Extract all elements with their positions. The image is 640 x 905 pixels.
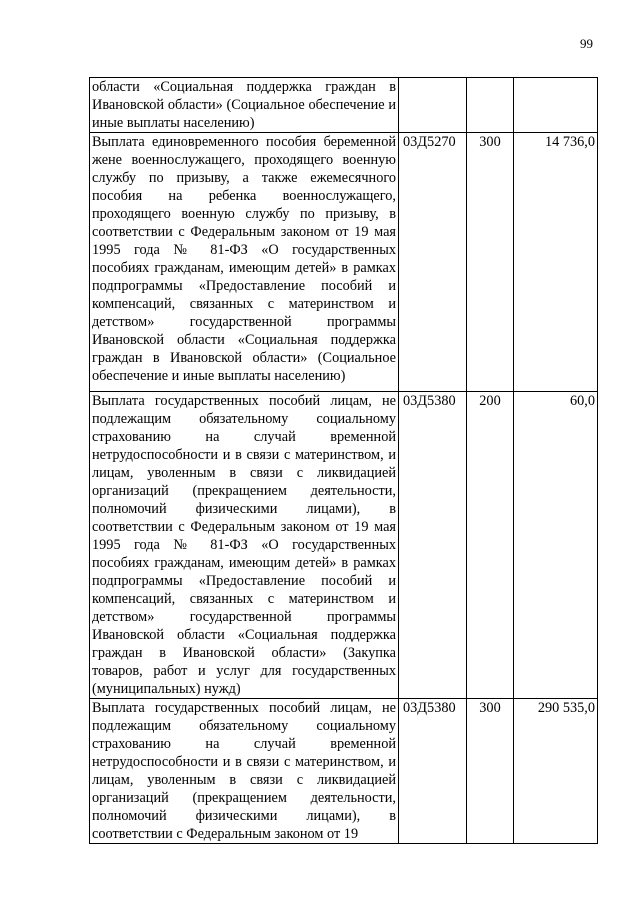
row-type-cell: 300: [467, 699, 514, 844]
row-code-cell: [399, 78, 467, 133]
row-code-cell: 03Д5380: [399, 699, 467, 844]
row-code-cell: 03Д5380: [399, 392, 467, 699]
table-row: [90, 78, 598, 133]
row-name-cell: [90, 392, 399, 699]
budget-table: [89, 77, 598, 844]
row-name: области «Социальная поддержка граждан в Ивановской области» (Социальное обеспечение и иные выплаты населению): [92, 79, 396, 131]
row-name: Выплата единовременного пособия беременной жене военнослужащего, проходящего военную службу по призыву, а также ежемесячного пособия на ребенка военнослужащего, проходящего военную службу по призыву, в соответствии с Федеральным законом от 19 мая 1995 года № 81-ФЗ «О государственных пособиях гражданам, имеющим детей» в рамках подпрограммы «Предоставление пособий и компенсаций, связанных с материнством и детством» государственной программы Ивановской области «Социальная поддержка граждан в Ивановской области» (Социальное обеспечение и иные выплаты населению): [92, 134, 396, 384]
page-number: 99: [580, 36, 593, 51]
row-name: Выплата государственных пособий лицам, не подлежащим обязательному социальному страхованию на случай временной нетрудоспособности и в связи с материнством, и лицам, уволенным в связи с ликвидацией организаций (прекращением деятельности, полномочий физическими лицами), в соответствии с Федеральным законом от 19: [92, 700, 396, 842]
row-amount-cell: 290 535,0: [514, 699, 598, 844]
row-name-cell: [90, 699, 399, 844]
row-name: Выплата государственных пособий лицам, не подлежащим обязательному социальному страхованию на случай временной нетрудоспособности и в связи с материнством, и лицам, уволенным в связи с ликвидацией организаций (прекращением деятельности, полномочий физическими лицами), в соответствии с Федеральным законом от 19 мая 1995 года № 81-ФЗ «О государственных пособиях гражданам, имеющим детей» в рамках подпрограммы «Предоставление пособий и компенсаций, связанных с материнством и детством» государственной программы Ивановской области «Социальная поддержка граждан в Ивановской области» (Закупка товаров, работ и услуг для государственных (муниципальных) нужд): [92, 393, 396, 697]
row-type-cell: [467, 78, 514, 133]
table-row: [90, 699, 598, 844]
table-row: [90, 133, 598, 392]
row-amount-cell: 14 736,0: [514, 133, 598, 392]
row-name-cell: [90, 78, 399, 133]
table-row: [90, 392, 598, 699]
row-type-cell: 300: [467, 133, 514, 392]
row-amount-cell: [514, 78, 598, 133]
row-code-cell: 03Д5270: [399, 133, 467, 392]
row-type-cell: 200: [467, 392, 514, 699]
row-name-cell: [90, 133, 399, 392]
row-amount-cell: 60,0: [514, 392, 598, 699]
